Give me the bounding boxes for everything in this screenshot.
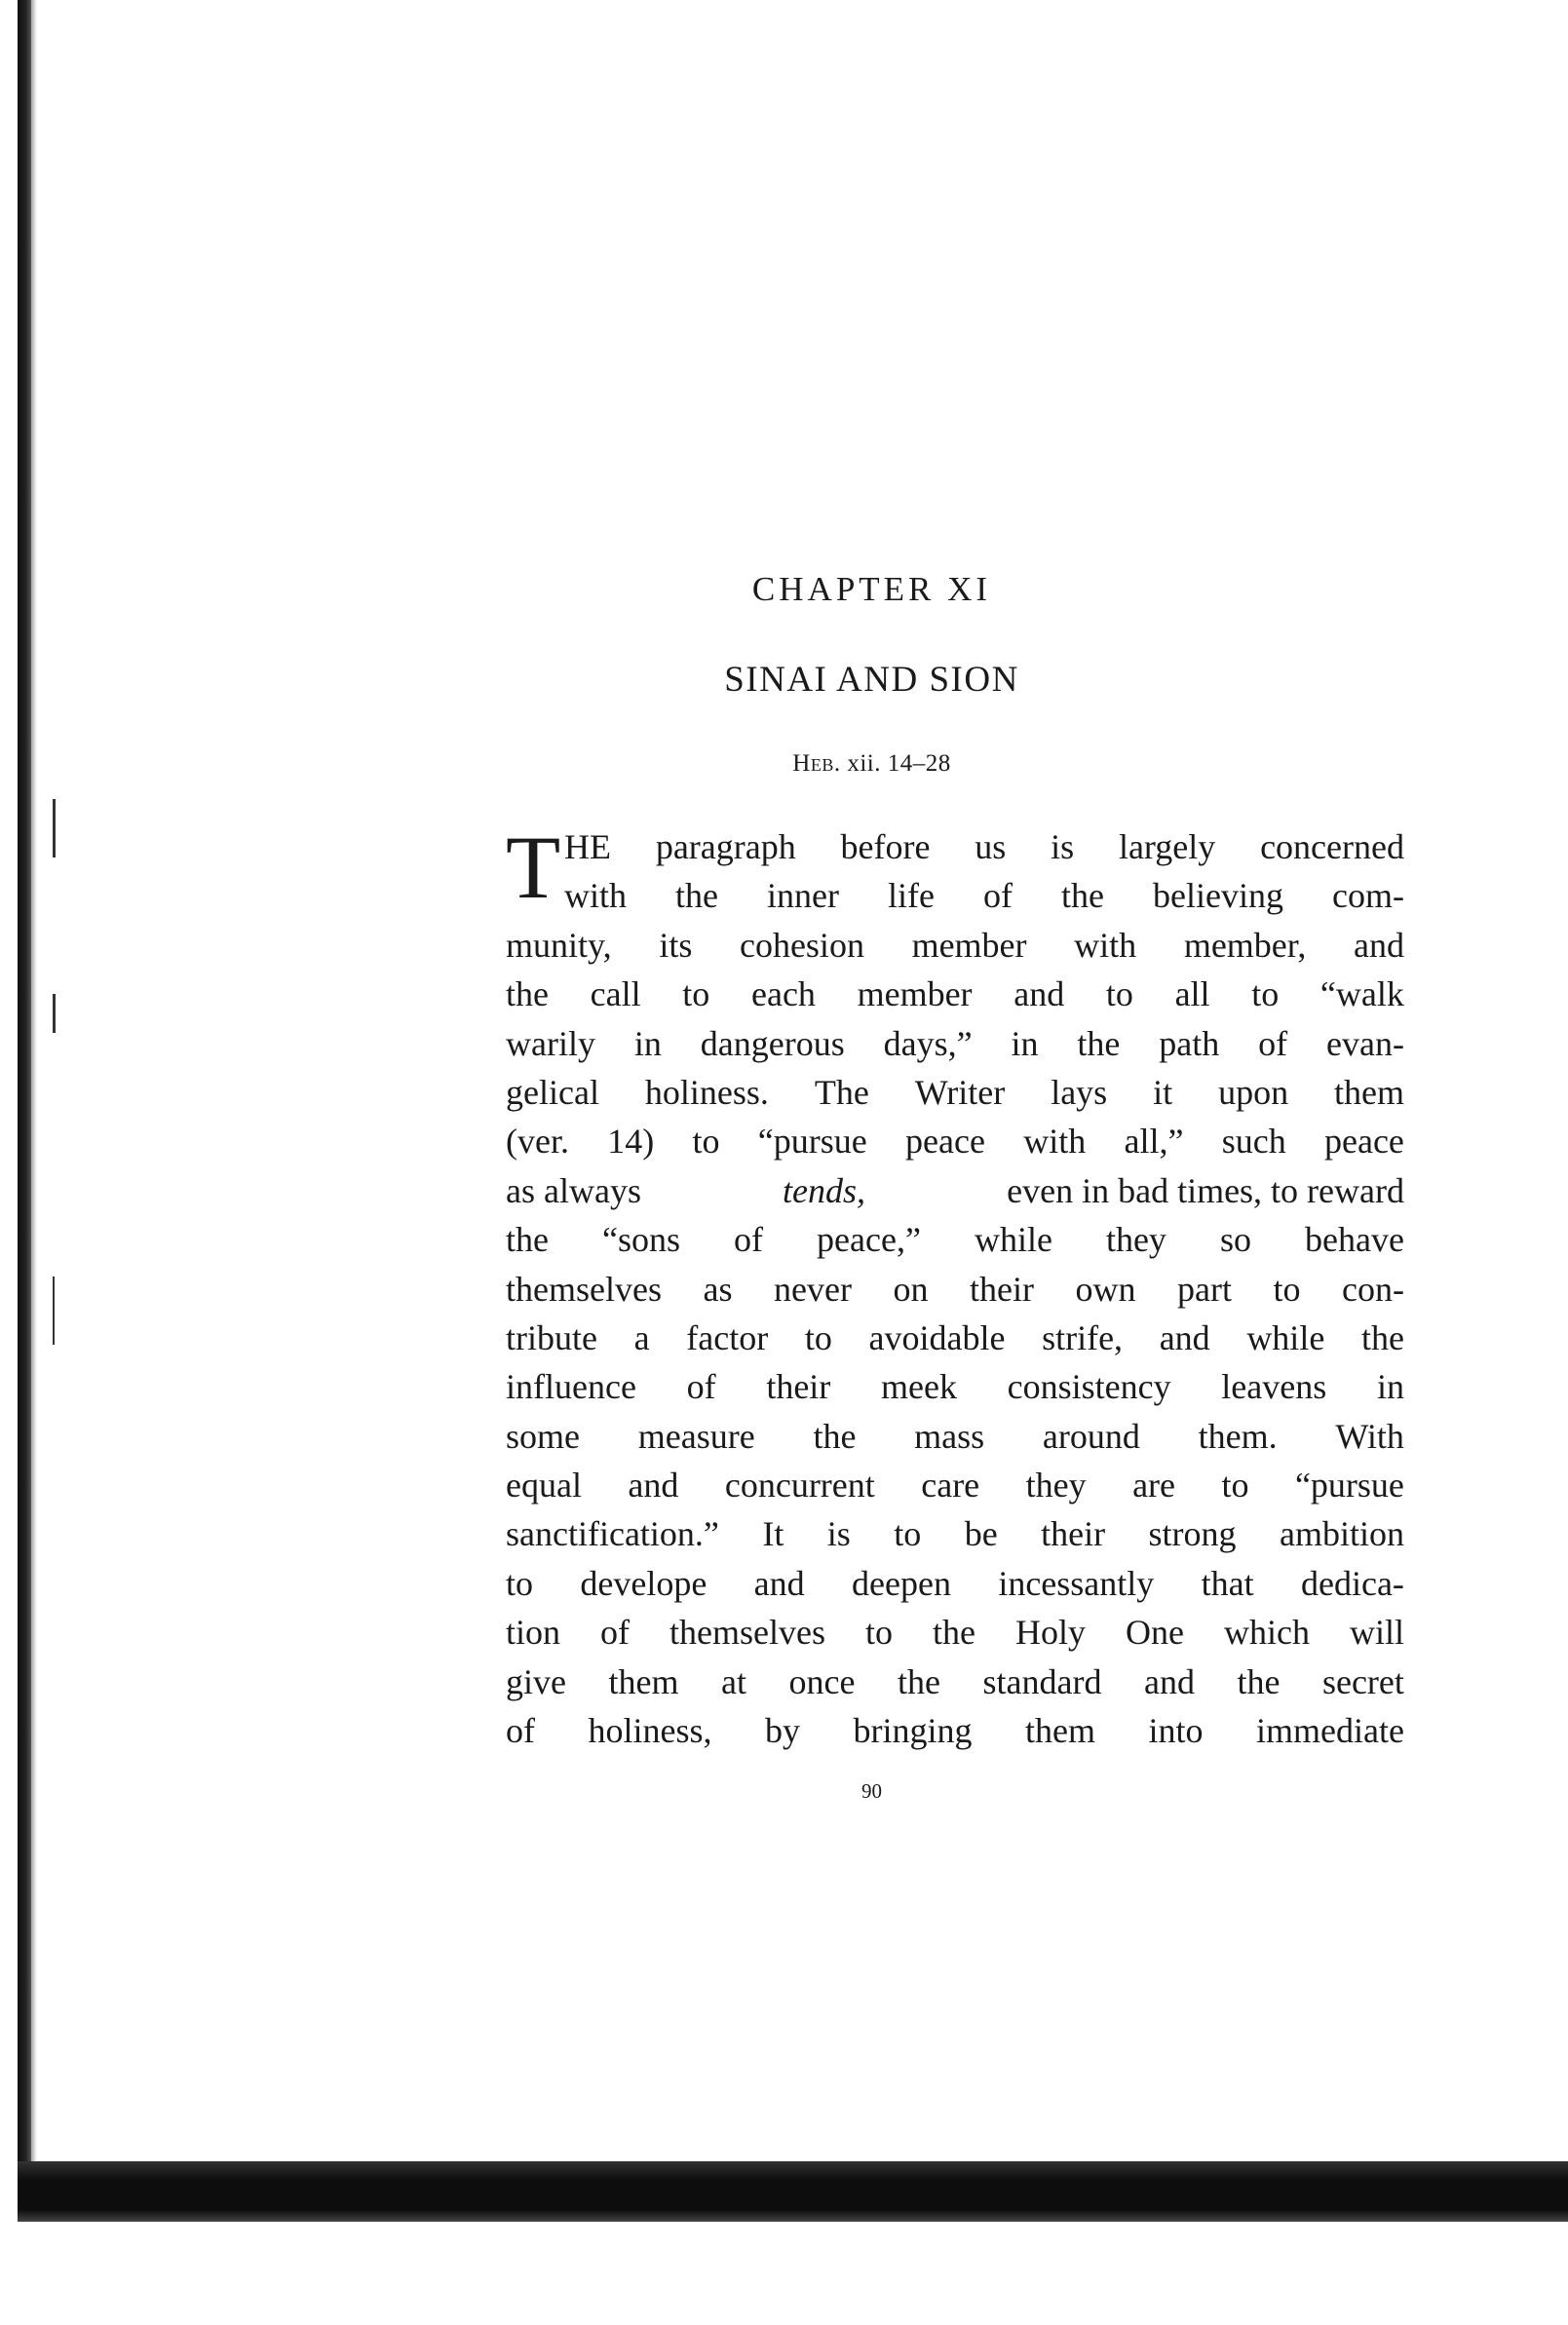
- word: munity,: [506, 925, 612, 965]
- scan-mark: [53, 994, 56, 1033]
- word: The: [814, 1072, 869, 1112]
- word: of: [686, 1367, 716, 1407]
- word: them.: [1198, 1416, 1278, 1456]
- word: com-: [1332, 876, 1404, 916]
- bottom-scan-edge: [18, 2161, 1568, 2222]
- word: warily: [506, 1023, 595, 1063]
- scan-mark: [53, 1277, 55, 1345]
- word: the: [1360, 1317, 1404, 1357]
- word: part: [1177, 1269, 1232, 1309]
- word: to: [864, 1613, 893, 1653]
- word: themselves: [669, 1613, 825, 1653]
- word: the: [1237, 1661, 1281, 1701]
- word: holiness,: [588, 1711, 712, 1751]
- word: path: [1159, 1023, 1220, 1063]
- word: in: [1011, 1023, 1039, 1063]
- word: HE: [564, 827, 611, 866]
- word: largely: [1118, 827, 1216, 866]
- word: each: [750, 974, 816, 1014]
- word: their: [969, 1269, 1034, 1309]
- text-line-with-italic: [506, 1166, 1404, 1215]
- word: days,”: [883, 1023, 973, 1063]
- word: con-: [1342, 1269, 1404, 1309]
- word: to: [1273, 1269, 1301, 1309]
- word: their: [766, 1367, 831, 1407]
- chapter-title: CHAPTER XI: [751, 570, 992, 608]
- word: standard: [982, 1661, 1102, 1701]
- text-line: [506, 921, 1404, 970]
- word: equal: [506, 1466, 582, 1506]
- word: gelical: [506, 1072, 599, 1112]
- word: on: [893, 1269, 929, 1309]
- word: some: [506, 1416, 580, 1456]
- binding-edge-gradient: [31, 0, 37, 2212]
- word: factor: [686, 1317, 769, 1357]
- word: before: [840, 827, 931, 866]
- word: of: [983, 876, 1013, 916]
- word: to: [1251, 974, 1280, 1014]
- word: to: [804, 1317, 832, 1357]
- word: lays: [1051, 1072, 1108, 1112]
- word: the: [1061, 876, 1105, 916]
- word: the: [675, 876, 719, 916]
- word: own: [1075, 1269, 1136, 1309]
- text-line: [506, 1019, 1404, 1068]
- text-line: [506, 1117, 1404, 1165]
- word: a: [633, 1317, 650, 1357]
- binding-edge-shadow: [18, 0, 31, 2212]
- word: With: [1335, 1416, 1404, 1456]
- word: of: [506, 1711, 535, 1751]
- scan-mark: [53, 799, 56, 858]
- word: “sons: [602, 1220, 680, 1260]
- word: Holy: [1014, 1613, 1086, 1653]
- word: to: [1105, 974, 1133, 1014]
- word: so: [1219, 1220, 1251, 1260]
- word: 14): [607, 1122, 655, 1162]
- word: by: [765, 1711, 801, 1751]
- italic-word: tends,: [783, 1170, 866, 1210]
- word: are: [1132, 1466, 1176, 1506]
- word: sanctification.”: [506, 1514, 719, 1554]
- text-line: [506, 1265, 1404, 1314]
- word: tribute: [506, 1317, 597, 1357]
- word: dangerous: [700, 1023, 845, 1063]
- word: care: [921, 1466, 980, 1506]
- word: meek: [880, 1367, 957, 1407]
- text-line: [506, 1412, 1404, 1461]
- word: cohesion: [739, 925, 864, 965]
- text-line: [506, 1215, 1404, 1264]
- word: of: [734, 1220, 764, 1260]
- word: leavens: [1221, 1367, 1327, 1407]
- word: that: [1201, 1563, 1254, 1603]
- word: dedica-: [1300, 1563, 1404, 1603]
- word: give: [506, 1661, 566, 1701]
- word: they: [1025, 1466, 1087, 1506]
- word: be: [964, 1514, 998, 1554]
- reference-passage: xii. 14–28: [847, 750, 951, 777]
- word: the: [1077, 1023, 1121, 1063]
- word: to: [1221, 1466, 1249, 1506]
- word: the: [933, 1613, 975, 1653]
- word: peace: [1323, 1122, 1404, 1162]
- word: “pursue: [1294, 1466, 1404, 1506]
- text-line: [506, 1658, 1404, 1706]
- word: (ver.: [506, 1122, 569, 1162]
- word: mass: [914, 1416, 985, 1456]
- text-line: [506, 1362, 1404, 1411]
- text-line: [506, 822, 1404, 871]
- word: measure: [637, 1416, 755, 1456]
- word: all: [1174, 974, 1210, 1014]
- word: its: [659, 925, 693, 965]
- word: paragraph: [655, 827, 796, 866]
- word: of: [1258, 1023, 1288, 1063]
- word: once: [788, 1661, 856, 1701]
- word: while: [974, 1220, 1052, 1260]
- text-fragment: as always: [506, 1170, 641, 1210]
- word: is: [826, 1514, 851, 1554]
- text-line: [506, 1314, 1404, 1362]
- word: strong: [1148, 1514, 1237, 1554]
- text-line: [506, 1068, 1404, 1117]
- chapter-subtitle: SINAI AND SION: [724, 660, 1019, 700]
- word: immediate: [1256, 1711, 1404, 1751]
- scripture-reference: [0, 750, 1568, 778]
- word: is: [1051, 827, 1075, 866]
- word: the: [897, 1661, 940, 1701]
- text-line: [506, 1509, 1404, 1558]
- word: Writer: [914, 1072, 1006, 1112]
- word: consistency: [1007, 1367, 1171, 1407]
- word: at: [721, 1661, 746, 1701]
- word: and: [753, 1563, 805, 1603]
- word: them: [1025, 1711, 1095, 1751]
- word: the: [813, 1416, 857, 1456]
- text-line: [506, 871, 1404, 920]
- word: will: [1349, 1613, 1404, 1653]
- word: “walk: [1319, 974, 1404, 1014]
- text-line: [506, 1706, 1404, 1755]
- word: concerned: [1260, 827, 1404, 866]
- word: with: [1074, 925, 1137, 965]
- word: while: [1246, 1317, 1325, 1357]
- word: “pursue: [757, 1122, 867, 1162]
- word: in: [633, 1023, 662, 1063]
- word: to: [692, 1122, 720, 1162]
- text-line: [506, 970, 1404, 1018]
- word: into: [1148, 1711, 1204, 1751]
- word: behave: [1304, 1220, 1404, 1260]
- body-paragraph: [506, 818, 1404, 1755]
- word: believing: [1153, 876, 1283, 916]
- word: member: [911, 925, 1027, 965]
- word: the: [506, 1220, 549, 1260]
- word: avoidable: [868, 1317, 1006, 1357]
- word: develope: [580, 1563, 708, 1603]
- word: evan-: [1326, 1023, 1404, 1063]
- text-line: [506, 1608, 1404, 1657]
- word: their: [1041, 1514, 1106, 1554]
- word: It: [762, 1514, 784, 1554]
- word: to: [682, 974, 710, 1014]
- word: incessantly: [998, 1563, 1155, 1603]
- word: themselves: [506, 1269, 662, 1309]
- word: strife,: [1042, 1317, 1124, 1357]
- word: member: [857, 974, 973, 1014]
- word: influence: [506, 1367, 636, 1407]
- word: One: [1125, 1613, 1184, 1653]
- word: bringing: [853, 1711, 973, 1751]
- word: secret: [1321, 1661, 1404, 1701]
- reference-book: Heb.: [792, 750, 841, 777]
- word: holiness.: [644, 1072, 769, 1112]
- word: which: [1223, 1613, 1310, 1653]
- word: the: [506, 974, 549, 1014]
- text-fragment: even in bad times, to reward: [1007, 1170, 1404, 1210]
- word: with: [564, 876, 628, 916]
- word: and: [1159, 1317, 1210, 1357]
- word: to: [506, 1563, 534, 1603]
- word: peace,”: [817, 1220, 921, 1260]
- word: us: [975, 827, 1007, 866]
- word: and: [1353, 925, 1404, 965]
- word: and: [628, 1466, 679, 1506]
- word: life: [888, 876, 935, 916]
- word: them: [1334, 1072, 1404, 1112]
- word: never: [774, 1269, 852, 1309]
- word: and: [1143, 1661, 1195, 1701]
- word: it: [1153, 1072, 1173, 1112]
- drop-cap: T: [506, 818, 561, 917]
- word: to: [894, 1514, 922, 1554]
- word: with: [1023, 1122, 1087, 1162]
- text-line: [506, 1559, 1404, 1608]
- word: all,”: [1124, 1122, 1184, 1162]
- word: deepen: [852, 1563, 951, 1603]
- word: as: [703, 1269, 733, 1309]
- word: of: [600, 1613, 631, 1653]
- word: in: [1376, 1367, 1404, 1407]
- word: peace: [905, 1122, 985, 1162]
- word: them: [608, 1661, 679, 1701]
- word: tion: [506, 1613, 561, 1653]
- word: concurrent: [724, 1466, 875, 1506]
- word: call: [590, 974, 641, 1014]
- word: and: [1013, 974, 1065, 1014]
- word: they: [1105, 1220, 1166, 1260]
- word: inner: [767, 876, 839, 916]
- word: ambition: [1279, 1514, 1404, 1554]
- word: member,: [1183, 925, 1307, 965]
- word: upon: [1218, 1072, 1289, 1112]
- page-number: 90: [861, 1779, 882, 1803]
- word: such: [1221, 1122, 1286, 1162]
- text-line: [506, 1461, 1404, 1509]
- word: around: [1042, 1416, 1140, 1456]
